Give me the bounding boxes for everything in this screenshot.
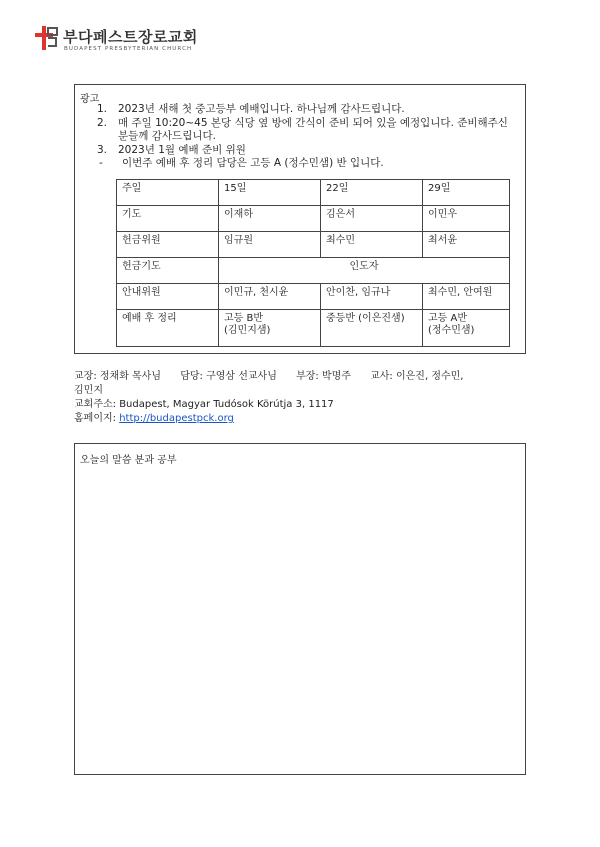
church-address: 교회주소: Budapest, Magyar Tudósok Körútja 3, 1117 (74, 399, 334, 410)
principal-text: 교장: 정채화 목사님 (74, 371, 162, 382)
table-cell: 최수민, 안여원 (423, 284, 510, 310)
teachers-continued: 김민지 (74, 385, 103, 396)
table-header-cell: 주일 (117, 180, 219, 206)
department-head-text: 부장: 박명주 (296, 371, 351, 382)
church-name-english: BUDAPEST PRESBYTERIAN CHURCH (64, 46, 193, 52)
table-cell: 예배 후 정리 (117, 310, 219, 347)
table-cell: 안이찬, 임규나 (321, 284, 423, 310)
bible-study-box (74, 443, 526, 775)
table-row (117, 206, 510, 232)
announcement-item (97, 144, 517, 158)
announcement-sub-item (97, 157, 517, 171)
table-header-cell: 22일 (321, 180, 423, 206)
table-cell: 이민우 (423, 206, 510, 232)
table-cell: 기도 (117, 206, 219, 232)
table-cell-merged: 인도자 (219, 258, 510, 284)
announcement-item (97, 103, 517, 117)
sub-item-text: 이번주 예배 후 정리 담당은 고등 A (정수민샘) 반 입니다. (122, 157, 384, 169)
teachers-text: 교사: 이은진, 정수민, (370, 371, 464, 382)
homepage-label: 홈페이지: (74, 413, 120, 424)
table-row (117, 284, 510, 310)
table-cell: 고등 A반 (정수민샘) (423, 310, 510, 347)
item-number: 2. (97, 116, 108, 129)
item-text: 매 주일 10:20~45 본당 식당 옆 방에 간식이 준비 되어 있을 예정입니다. 준비해주신 분들께 감사드립니다. (118, 116, 508, 142)
item-text: 2023년 1월 예배 준비 위원 (118, 143, 246, 156)
homepage-link[interactable]: http://budapestpck.org (119, 413, 234, 424)
table-cell: 헌금기도 (117, 258, 219, 284)
manager-text: 담당: 구영삼 선교사님 (180, 371, 277, 382)
table-cell: 최서윤 (423, 232, 510, 258)
table-row (117, 232, 510, 258)
announcement-box (74, 84, 526, 354)
table-cell: 임규원 (219, 232, 321, 258)
table-header-cell: 15일 (219, 180, 321, 206)
bible-study-title: 오늘의 말씀 분과 공부 (80, 455, 177, 466)
table-cell: 이민규, 천시윤 (219, 284, 321, 310)
table-header-cell: 29일 (423, 180, 510, 206)
staff-line (74, 370, 514, 384)
church-header (33, 24, 273, 54)
item-number: 3. (97, 143, 108, 156)
church-logo-icon (33, 24, 59, 52)
table-cell: 김은서 (321, 206, 423, 232)
dash-marker: - (99, 157, 103, 169)
announcement-item (97, 117, 517, 144)
item-text: 2023년 새해 첫 중고등부 예배입니다. 하나님께 감사드립니다. (118, 103, 405, 115)
table-cell: 고등 B반 (김민지샘) (219, 310, 321, 347)
homepage-line (74, 412, 514, 426)
table-row (117, 258, 510, 284)
item-number: 1. (97, 103, 108, 115)
table-cell: 중등반 (이은진샘) (321, 310, 423, 347)
church-name: 부다페스트장로교회 (63, 28, 198, 46)
worship-prep-table (116, 179, 510, 347)
table-cell: 이재하 (219, 206, 321, 232)
table-cell: 헌금위원 (117, 232, 219, 258)
table-cell: 안내위원 (117, 284, 219, 310)
table-cell: 최수민 (321, 232, 423, 258)
announcement-list (97, 103, 517, 171)
table-row (117, 310, 510, 347)
church-info (74, 370, 514, 426)
announcement-heading: 광고 (80, 94, 100, 105)
table-header-row (117, 180, 510, 206)
